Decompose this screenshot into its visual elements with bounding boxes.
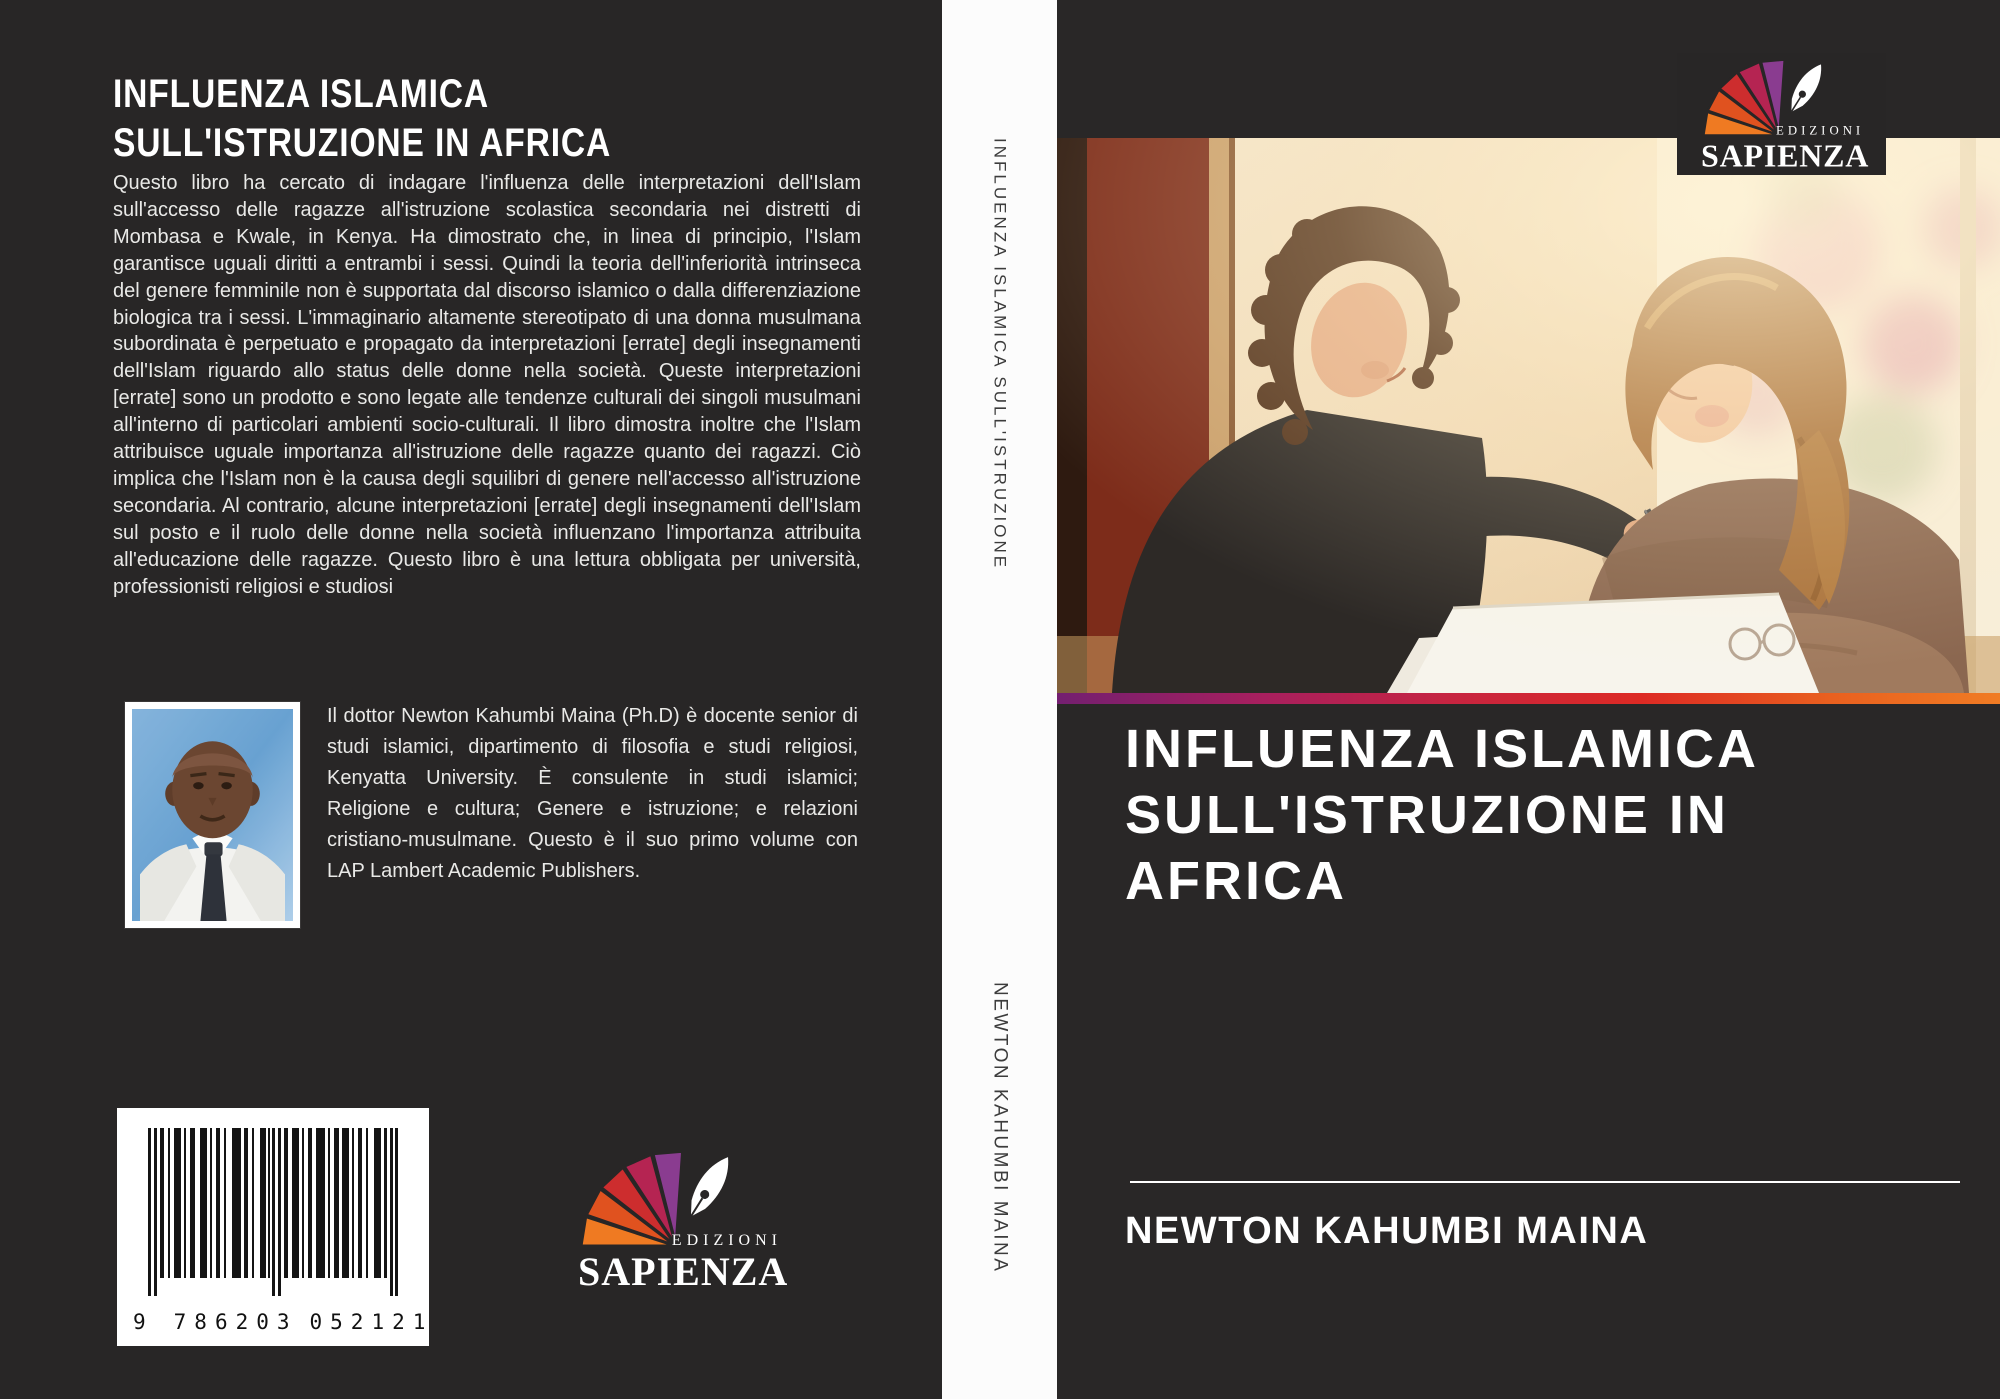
accent-gradient-bar <box>1057 693 2000 704</box>
publisher-sapienza-label: SAPIENZA <box>1701 137 1870 174</box>
back-cover-blurb: Questo libro ha cercato di indagare l'influenza delle interpretazioni dell'Islam sull'accesso delle ragazze all'istruzione scolastica secondaria nei distretti di Mombasa e Kwale, in Kenya. Ha dimostrato che, in linea di principio, l'Islam garantisce uguali diritti a entrambi i sessi. Quindi la teoria dell'inferiorità intrinseca del genere femminile non è supportata dal discorso islamico o dalla differenziazione biologica tra i sessi. L'immaginario altamente stereotipato di una donna musulmana subordinata è perpetuato e propagato da interpretazioni [errate] degli insegnamenti dell'Islam riguardo allo status delle donne nella società. Queste interpretazioni [errate] sono un prodotto e sono legate alle tendenze culturali dei singoli musulmani all'interno di particolari ambienti socio-culturali. Il libro dimostra inoltre che l'Islam attribuisce uguale importanza all'istruzione delle ragazze quanto dei ragazzi. Ciò implica che l'Islam non è la causa degli squilibri di genere nell'accesso all'istruzione secondaria. Al contrario, alcune interpretazioni [errate] degli insegnamenti dell'Islam sul posto e il ruolo delle donne nella società influenzano l'importanza attribuita all'educazione delle ragazze. Questo libro è una lettura obbligata per università, professionisti religiosi e studiosi <box>113 172 861 598</box>
isbn-barcode <box>117 1108 434 1346</box>
author-portrait <box>125 702 300 928</box>
spine-author: NEWTON KAHUMBI MAINA <box>989 982 1011 1274</box>
author-bio: Il dottor Newton Kahumbi Maina (Ph.D) è docente senior di studi islamici, dipartimento di filosofia e studi religiosi, Kenyatta University. È consulente in studi islamici; Religione e cultura; Genere e istruzione; e relazioni cristiano-musulmane. Questo è il suo primo volume con LAP Lambert Academic Publishers. <box>327 705 858 882</box>
publisher-logo <box>558 1148 798 1298</box>
pen-nib-icon <box>1784 60 1829 117</box>
spine-title: INFLUENZA ISLAMICA SULL'ISTRUZIONE <box>990 138 1010 571</box>
author-portrait-image <box>132 709 293 921</box>
publisher-edizioni-label: EDIZIONI <box>1776 124 1865 138</box>
publisher-logo-box <box>1677 53 1886 175</box>
publisher-edizioni-label: EDIZIONI <box>671 1232 782 1249</box>
publisher-sapienza-label: SAPIENZA <box>578 1249 789 1294</box>
isbn-digits <box>133 1310 434 1334</box>
publisher-logo <box>1685 57 1877 177</box>
front-cover <box>1057 0 2000 1399</box>
isbn-group-1: 786203 <box>173 1310 298 1334</box>
isbn-group-2: 052121 <box>309 1310 434 1334</box>
back-cover-title: INFLUENZA ISLAMICA SULL'ISTRUZIONE IN AFRICA <box>113 72 612 165</box>
spine <box>942 0 1057 1399</box>
isbn-lead-digit: 9 <box>133 1310 146 1334</box>
back-cover <box>0 0 942 1399</box>
fan-icon <box>1703 60 1784 136</box>
cover-photo <box>1057 138 2000 693</box>
front-cover-title: INFLUENZA ISLAMICA SULL'ISTRUZIONE IN AFRICA <box>1125 719 1757 911</box>
pen-nib-icon <box>681 1151 737 1222</box>
fan-icon <box>581 1151 683 1246</box>
barcode-bars <box>148 1128 398 1300</box>
author-divider-rule <box>1130 1181 1960 1183</box>
front-cover-author: NEWTON KAHUMBI MAINA <box>1125 1210 1649 1252</box>
